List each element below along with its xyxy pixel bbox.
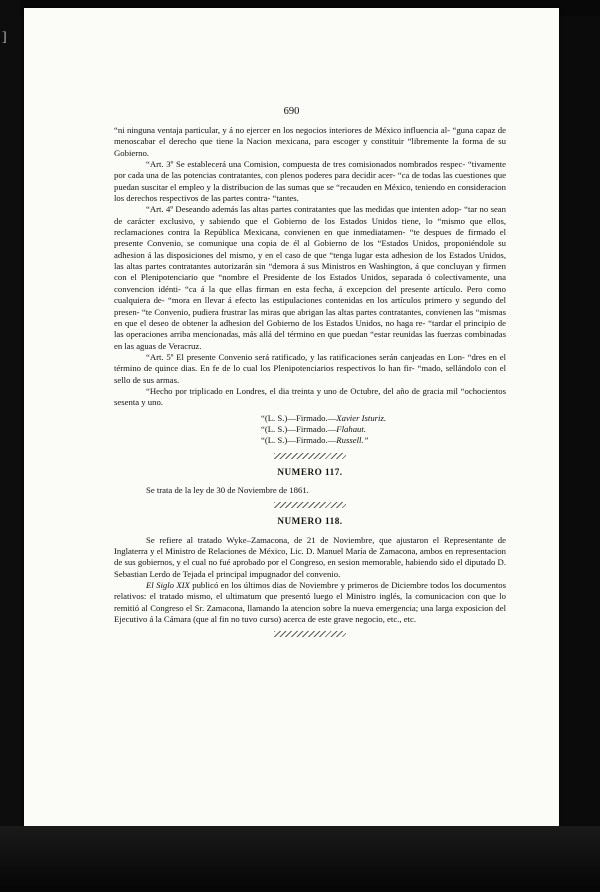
- signature-line: [261, 435, 506, 446]
- signature-line: [261, 424, 506, 435]
- body-text: [114, 125, 506, 645]
- section-heading-118: NUMERO 118.: [277, 516, 343, 527]
- book-page: [24, 8, 559, 830]
- section-divider: [274, 453, 346, 459]
- signature-prefix: “(L. S.)—Firmado.—: [261, 412, 337, 423]
- section-118-text: Se refiere al tratado Wyke–Zamacona, de 21 de Noviembre, que ajustaron el Representante de Inglaterra y el Ministro de Relaciones de México, Lic. D. Manuel María de Zamacona, ambos en representacion de sus gobiernos, y el cual no fué aprobado por el Congreso, en sesion memorable, habiendo sido el diputado D. Sebastian Lerdo de Tejada el principal impugnador del convenio.: [114, 534, 506, 579]
- paragraph-art2-end: “ni ninguna ventaja particular, y á no ejercer en los negocios interiores de México influencia al- “guna capaz de menoscabar el derecho que tiene la Nacion mexicana, para escoger y constituir “libremente la forma de su Gobierno.: [114, 125, 506, 158]
- section-heading-117: NUMERO 117.: [277, 466, 343, 477]
- corner-mark: ]: [2, 30, 7, 45]
- scan-bottom-border: [0, 826, 600, 892]
- section-divider: [274, 502, 346, 508]
- signatory-name: Flahaut.: [336, 423, 366, 434]
- signature-prefix: “(L. S.)—Firmado.—: [261, 435, 337, 446]
- paragraph-closing: “Hecho por triplicado en Londres, el dia treinta y uno de Octubre, del año de gracia mil “ochocientos sesenta y uno.: [114, 385, 506, 408]
- paragraph-art5: “Art. 5º El presente Convenio será ratificado, y las ratificaciones serán canjeadas en Lon- “dres en el término de quince dias. En fe de lo cual los Plenipotenciarios respectivos lo han fir- “mado, sellándolo con el sello de sus armas.: [114, 351, 506, 385]
- section-117-text: Se trata de la ley de 30 de Noviembre de 1861.: [146, 484, 309, 495]
- paragraph-art3: “Art. 3º Se establecerá una Comision, compuesta de tres comisionados nombrados respec- “tivamente por cada una de las potencias contratantes, con plenos poderes para decidir acer- “ca de todas las cuestiones que puedan suscitar el empleo y la distribucion de las sumas que se “recauden en México, teniendo en consideracion los derechos respectivos de las partes contra- “tantes.: [114, 159, 506, 204]
- signatory-name: Xavier Isturiz.: [336, 412, 387, 423]
- signature-line: [261, 413, 506, 424]
- signature-prefix: “(L. S.)—Firmado.—: [261, 423, 337, 434]
- paragraph-art4: “Art. 4º Deseando además las altas partes contratantes que las medidas que intenten adop- “tar no sean de carácter exclusivo, y sabiendo que el Gobierno de los Estados Unidos tiene, lo “mismo que ellos, reclamaciones contra la República Mexicana, convienen en que inmediatamen- “te despues de firmado el presente Convenio, se comunique una copia de él al Gobierno de los “Estados Unidos, proponiéndole su adhesion á las disposiciones del mismo, y en el caso de que “tenga lugar esta adhesion de los Estados Unidos, las altas partes contratantes autorizarán sin “demora á sus Ministros en Washington, á que concluyan y firmen con el Plenipotenciario que “nombre el Presidente de los Estados Unidos, separada ó colectivamente, una convencion idénti- “ca á la que ellas firman en esta fecha, á excepcion del presente artículo. Pero como cualquiera de- “mora en llevar á efecto las estipulaciones contenidas en los artículos primero y segundo del presen- “te Convenio, pudiera frustrar las miras que abrigan las altas partes contratantes, convienen las “mismas en que el deseo de obtener la adhesion del Gobierno de los Estados Unidos, no haga re- “tardar el principio de las operaciones arriba mencionadas, más allá del término en que puedan “estar reunidas las fuerzas combinadas en las aguas de Veracruz.: [114, 204, 506, 351]
- signatory-name: Russell.”: [336, 435, 369, 446]
- section-divider: [274, 631, 346, 637]
- section-118-text-2: [114, 580, 506, 625]
- signature-block: [261, 413, 506, 447]
- scan-left-border: [0, 0, 20, 892]
- section-118-text-2-rest: publicó en los últimos dias de Noviembre y primeros de Diciembre todos los documentos relativos: el tratado mismo, el ultimatum que presentó luego el Ministro inglés, la comunicacion con que lo remitió al Congreso el Sr. Zamacona, llamando la atencion sobre la nueva emergencia; una larga exposicion del Ejecutivo á la Cámara (que al fin no tuvo curso) acerca de este grave negocio, etc., etc.: [114, 580, 506, 625]
- newspaper-title: El Siglo XIX: [146, 580, 190, 591]
- page-number: 690: [283, 106, 300, 117]
